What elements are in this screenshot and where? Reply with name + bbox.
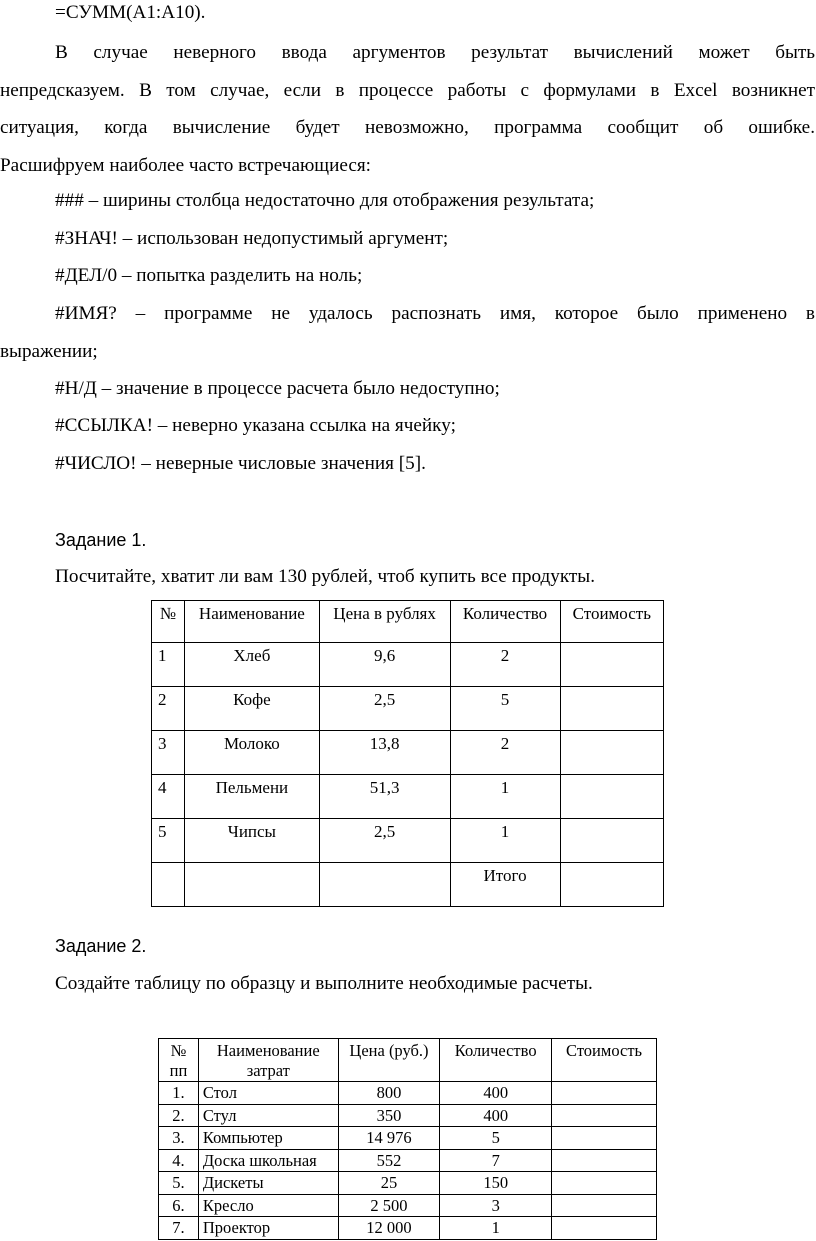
table-cell: 1 (450, 819, 560, 863)
table-cell (552, 1217, 657, 1240)
error-item: #ЗНАЧ! – использован недопустимый аргумент; (55, 228, 449, 249)
table-cell: 4. (159, 1149, 199, 1172)
table-cell (319, 863, 450, 907)
table-cell (560, 819, 663, 863)
table-cell: 2 500 (338, 1194, 440, 1217)
error-item: #ЧИСЛО! – неверные числовые значения [5]. (55, 453, 426, 474)
table-row (152, 819, 664, 863)
table-cell: 4 (152, 775, 185, 819)
table-row (152, 775, 664, 819)
table-cell: 14 976 (338, 1127, 440, 1150)
table-cell: Дискеты (198, 1172, 338, 1195)
table-cell: Хлеб (185, 643, 320, 687)
table-total-row (152, 863, 664, 907)
table-cell: 2 (450, 731, 560, 775)
table-cell: Проектор (198, 1217, 338, 1240)
table-header-row (159, 1039, 657, 1082)
intro-line: В случае неверного ввода аргументов результат вычислений может быть (55, 42, 815, 63)
header-cell: Наименование (185, 601, 320, 643)
table-cell (152, 863, 185, 907)
table-cell (560, 863, 663, 907)
table-cell: 25 (338, 1172, 440, 1195)
table-cell: 2 (450, 643, 560, 687)
task2-text: Создайте таблицу по образцу и выполните необходимые расчеты. (55, 973, 593, 994)
header-cell: Стоимость (560, 601, 663, 643)
table-cell: 7 (440, 1149, 552, 1172)
table-cell (552, 1149, 657, 1172)
table-row (159, 1082, 657, 1105)
error-item: #ССЫЛКА! – неверно указана ссылка на ячейку; (55, 415, 456, 436)
error-item: ### – ширины столбца недостаточно для отображения результата; (55, 190, 595, 211)
table-cell (185, 863, 320, 907)
table-cell: Пельмени (185, 775, 320, 819)
table-row (152, 643, 664, 687)
table-cell: Компьютер (198, 1127, 338, 1150)
header-cell: Стоимость (552, 1039, 657, 1082)
table-cell: 5 (152, 819, 185, 863)
table-cell: Доска школьная (198, 1149, 338, 1172)
table-cell: 3 (152, 731, 185, 775)
intro-line: Расшифруем наиболее часто встречающиеся: (0, 154, 372, 176)
table-cell: 1 (450, 775, 560, 819)
table-cell: Чипсы (185, 819, 320, 863)
table-cell: 350 (338, 1104, 440, 1127)
table-cell (552, 1104, 657, 1127)
table-cell: Стул (198, 1104, 338, 1127)
table-cell: 1. (159, 1082, 199, 1105)
table-cell: 7. (159, 1217, 199, 1240)
table-cell: Молоко (185, 731, 320, 775)
table-cell (560, 775, 663, 819)
table-cell: 6. (159, 1194, 199, 1217)
table-cell (552, 1172, 657, 1195)
table-cell: 9,6 (319, 643, 450, 687)
intro-paragraph (0, 34, 815, 184)
table-cell: 13,8 (319, 731, 450, 775)
intro-line: ситуация, когда вычисление будет невозможно, программа сообщит об ошибке. (0, 117, 815, 138)
table-cell (552, 1194, 657, 1217)
table-cell (560, 643, 663, 687)
table-cell: 12 000 (338, 1217, 440, 1240)
table-cell: 552 (338, 1149, 440, 1172)
table-row (159, 1217, 657, 1240)
table-row (152, 687, 664, 731)
table-cell: 3 (440, 1194, 552, 1217)
table-cell: 400 (440, 1104, 552, 1127)
header-cell: Количество (440, 1039, 552, 1082)
table-cell (552, 1127, 657, 1150)
error-item: #Н/Д – значение в процессе расчета было недоступно; (55, 378, 500, 399)
table-header-row (152, 601, 664, 643)
header-cell: Цена (руб.) (338, 1039, 440, 1082)
table-cell: Кресло (198, 1194, 338, 1217)
header-cell: № (152, 601, 185, 643)
error-item: #ДЕЛ/0 – попытка разделить на ноль; (55, 265, 363, 286)
error-item-wrapped (0, 295, 815, 370)
table-cell: 5. (159, 1172, 199, 1195)
error-line: выражении; (0, 340, 98, 362)
table-cell: 5 (450, 687, 560, 731)
task2-table (158, 1038, 657, 1240)
table-row (159, 1127, 657, 1150)
table-cell: 2 (152, 687, 185, 731)
task1-heading: Задание 1. (55, 530, 147, 550)
task2-heading: Задание 2. (55, 936, 147, 956)
table-row (159, 1104, 657, 1127)
table-cell (560, 731, 663, 775)
table-cell: 2,5 (319, 687, 450, 731)
table-cell: 2,5 (319, 819, 450, 863)
table-cell: 800 (338, 1082, 440, 1105)
header-cell: Наименование затрат (198, 1039, 338, 1082)
total-label: Итого (450, 863, 560, 907)
table-cell (552, 1082, 657, 1105)
table-cell: Кофе (185, 687, 320, 731)
table-cell: 3. (159, 1127, 199, 1150)
table-cell: 150 (440, 1172, 552, 1195)
table-cell (560, 687, 663, 731)
table-row (159, 1149, 657, 1172)
header-cell: Цена в рублях (319, 601, 450, 643)
table-row (159, 1194, 657, 1217)
header-cell: Количество (450, 601, 560, 643)
table-cell: 1 (440, 1217, 552, 1240)
table-cell: 5 (440, 1127, 552, 1150)
table-cell: 400 (440, 1082, 552, 1105)
table-cell: 2. (159, 1104, 199, 1127)
table-row (152, 731, 664, 775)
error-line: #ИМЯ? – программе не удалось распознать имя, которое было применено в (55, 303, 815, 324)
task1-text: Посчитайте, хватит ли вам 130 рублей, чтоб купить все продукты. (55, 566, 595, 587)
task1-table (151, 600, 664, 907)
table-cell: 1 (152, 643, 185, 687)
table-row (159, 1172, 657, 1195)
formula-text: =СУММ(А1:А10). (55, 2, 206, 23)
table-cell: 51,3 (319, 775, 450, 819)
table-cell: Стол (198, 1082, 338, 1105)
header-cell: № пп (159, 1039, 199, 1082)
intro-line: непредсказуем. В том случае, если в процессе работы с формулами в Excel возникнет (0, 79, 815, 101)
